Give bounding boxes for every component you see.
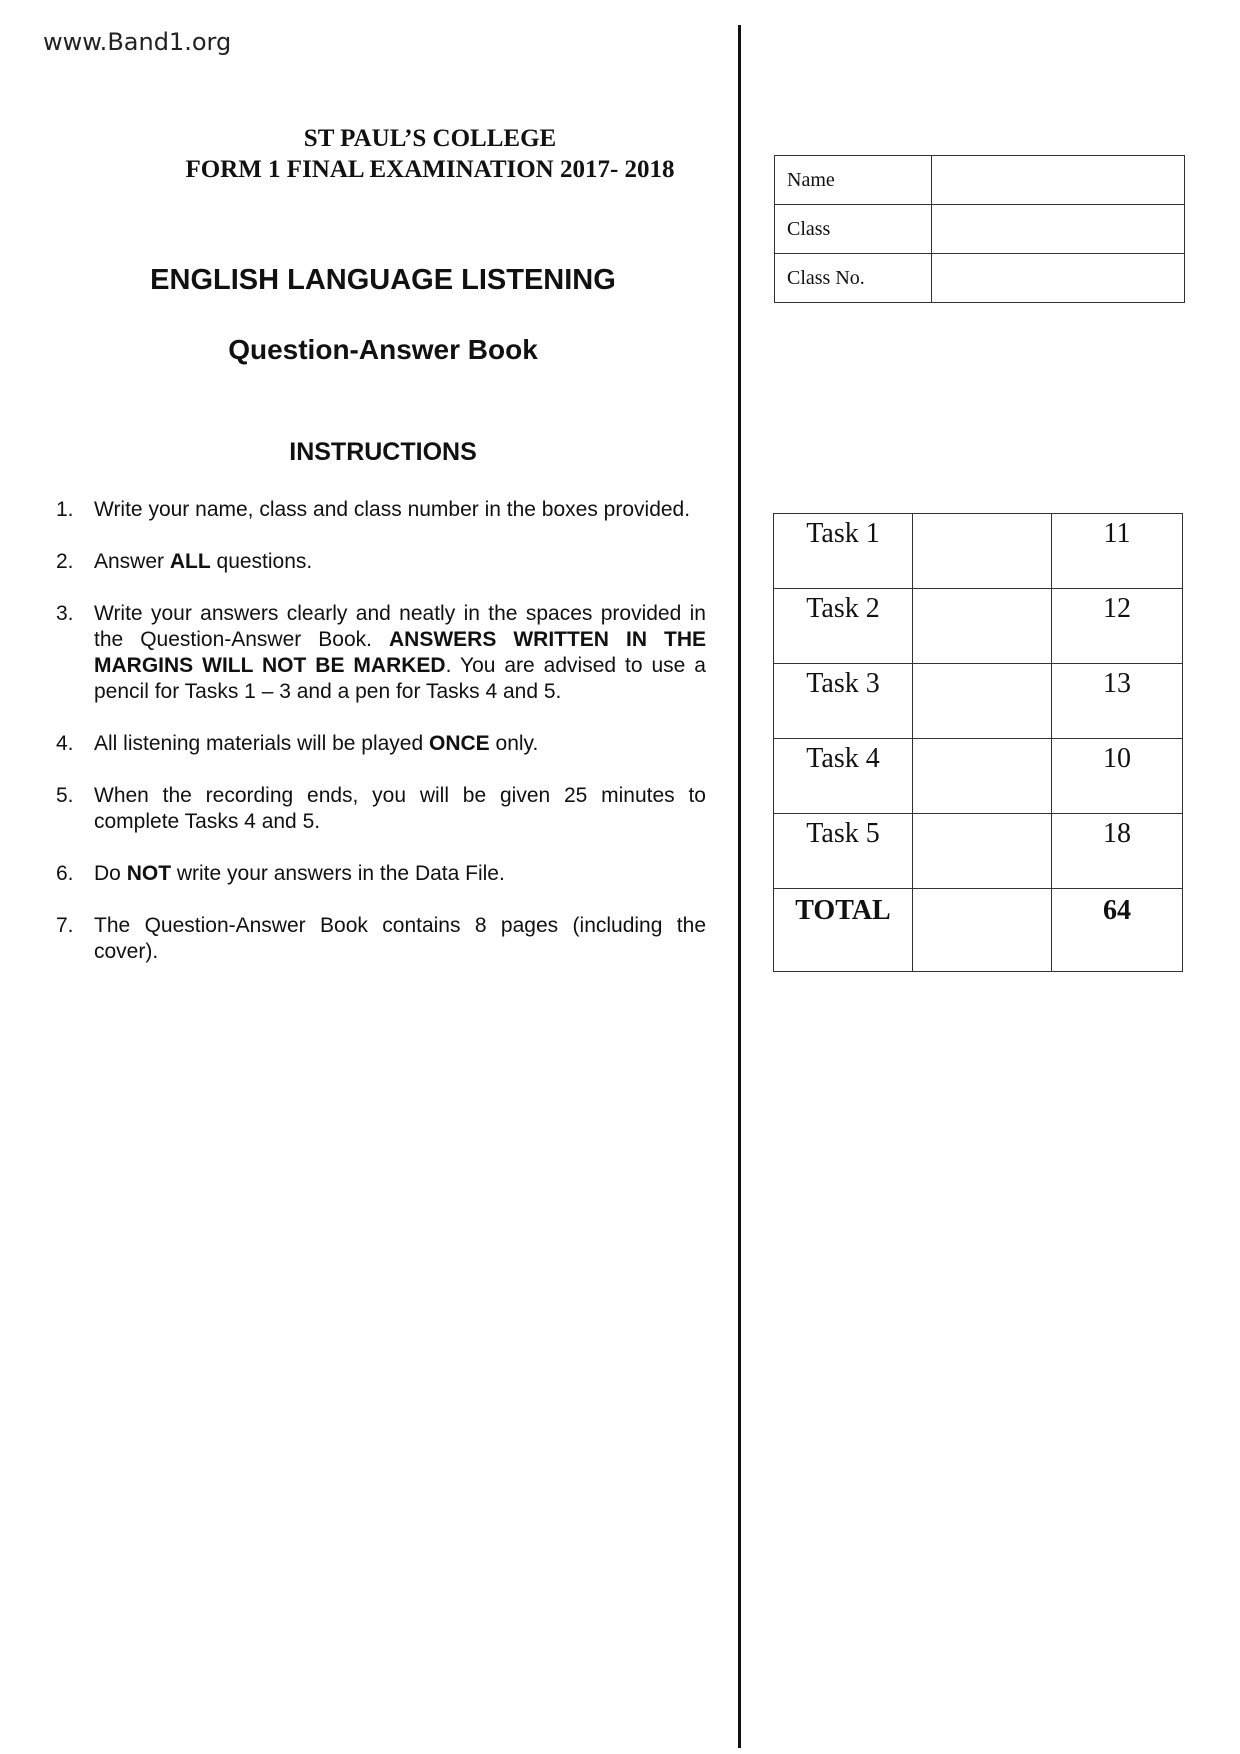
instruction-item	[56, 497, 706, 523]
student-info-table	[774, 155, 1185, 303]
item-number: 1.	[56, 498, 74, 521]
item-text: only.	[489, 732, 539, 755]
item-number: 7.	[56, 914, 74, 937]
book-title: Question-Answer Book	[228, 334, 538, 365]
instruction-item	[56, 731, 706, 757]
item-text: When the recording ends, you will be given 25 minutes to complete Tasks 4 and 5.	[94, 784, 706, 833]
name-label: Name	[775, 156, 932, 205]
class-no-label: Class No.	[775, 254, 932, 303]
table-row	[774, 514, 1183, 589]
watermark: www.Band1.org	[43, 28, 232, 56]
max-marks: 13	[1052, 664, 1183, 739]
item-text: Write your name, class and class number in the boxes provided.	[94, 498, 691, 521]
max-marks: 10	[1052, 739, 1183, 814]
item-text: questions.	[210, 550, 313, 573]
item-emphasis: NOT	[126, 862, 172, 885]
table-row	[774, 589, 1183, 664]
item-number: 4.	[56, 732, 74, 755]
table-row	[774, 814, 1183, 889]
max-marks: 12	[1052, 589, 1183, 664]
task-label: Task 2	[774, 589, 913, 664]
instructions-heading: INSTRUCTIONS	[289, 438, 477, 466]
task-label: Task 1	[774, 514, 913, 589]
name-row	[775, 156, 1185, 205]
item-emphasis: ANSWERS WRITTEN IN THE MARGINS WILL NOT BE MARKED	[94, 628, 706, 677]
marks-table	[773, 513, 1183, 972]
class-row	[775, 205, 1185, 254]
item-text: Write your answers clearly and neatly in the spaces provided in the Question-Answer Book.	[94, 602, 706, 651]
total-score-field[interactable]	[913, 889, 1052, 972]
class-no-field[interactable]	[932, 254, 1185, 303]
exam-title: FORM 1 FINAL EXAMINATION 2017- 2018	[185, 156, 675, 183]
score-field[interactable]	[913, 589, 1052, 664]
item-text: Answer	[94, 550, 170, 573]
item-text: write your answers in the Data File.	[171, 862, 505, 885]
total-label: TOTAL	[774, 889, 913, 972]
item-emphasis: ONCE	[429, 732, 490, 755]
item-emphasis: ALL	[169, 550, 211, 573]
item-number: 3.	[56, 602, 74, 625]
item-number: 5.	[56, 784, 74, 807]
score-field[interactable]	[913, 739, 1052, 814]
task-label: Task 4	[774, 739, 913, 814]
score-field[interactable]	[913, 664, 1052, 739]
item-text: . You are advised to use a pencil for Tasks 1 – 3 and a pen for Tasks 4 and 5.	[94, 654, 706, 703]
item-text: The Question-Answer Book contains 8 pages (including the cover).	[94, 914, 706, 963]
max-marks: 11	[1052, 514, 1183, 589]
item-text: All listening materials will be played	[94, 732, 429, 755]
class-no-row	[775, 254, 1185, 303]
instruction-item	[56, 913, 706, 965]
instructions-list	[56, 497, 706, 991]
item-text: Do	[94, 862, 127, 885]
class-label: Class	[775, 205, 932, 254]
name-field[interactable]	[932, 156, 1185, 205]
instruction-item	[56, 783, 706, 835]
total-marks: 64	[1052, 889, 1183, 972]
table-row	[774, 664, 1183, 739]
max-marks: 18	[1052, 814, 1183, 889]
total-row	[774, 889, 1183, 972]
item-number: 6.	[56, 862, 74, 885]
instruction-item	[56, 861, 706, 887]
score-field[interactable]	[913, 514, 1052, 589]
table-row	[774, 739, 1183, 814]
item-number: 2.	[56, 550, 74, 573]
class-field[interactable]	[932, 205, 1185, 254]
school-name: ST PAUL’S COLLEGE	[303, 125, 557, 152]
instruction-item	[56, 601, 706, 705]
subject-title: ENGLISH LANGUAGE LISTENING	[150, 264, 616, 296]
score-field[interactable]	[913, 814, 1052, 889]
page-divider	[738, 25, 741, 1748]
task-label: Task 5	[774, 814, 913, 889]
task-label: Task 3	[774, 664, 913, 739]
instruction-item	[56, 549, 706, 575]
